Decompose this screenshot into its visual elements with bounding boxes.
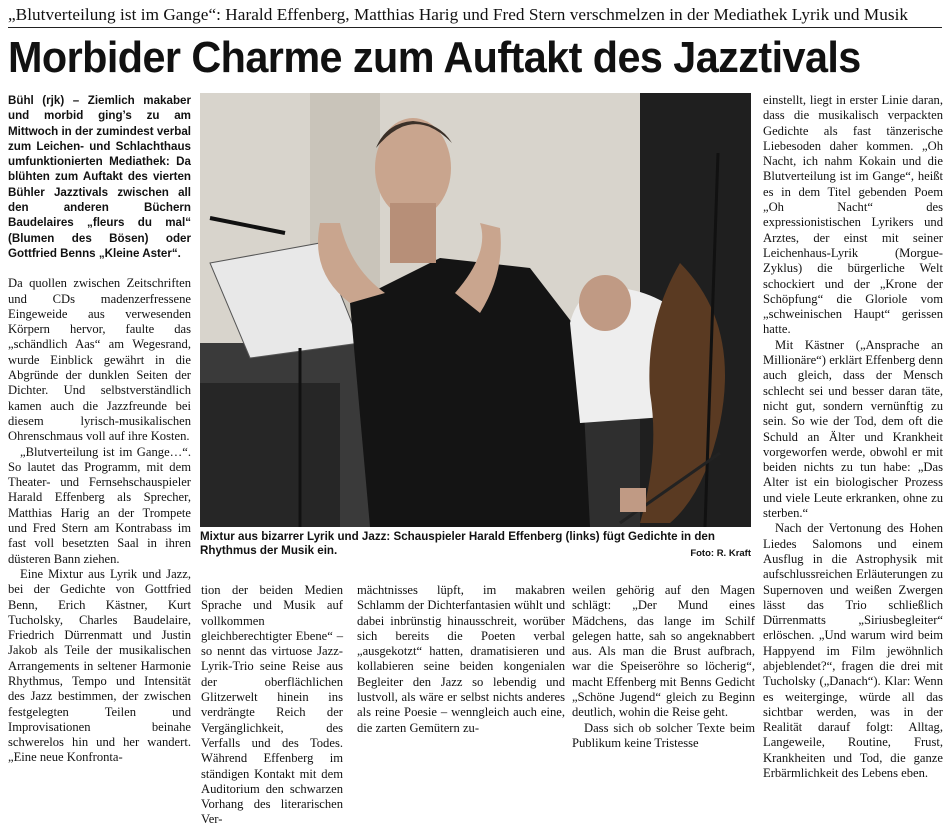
paragraph: mächtnisses lüpft, im makabren Schlamm der Dichterfantasien wühlt und dabei inbrünstig hinausschreit, worüber sich bereits die Poeten verbal „ausgekotzt“ hatten, dramatisieren und kollabieren seine beiden kongenialen Begleiter den Jazz so lebendig und lustvoll, als wäre er selbst nichts anderes als reine Poesie – wenngleich auch eine, die zarten Gemütern zu- xyxy=(357,583,565,735)
article-photo xyxy=(200,93,751,527)
column-3 xyxy=(357,583,565,736)
performance-photo-illustration xyxy=(200,93,751,527)
column-4 xyxy=(572,583,755,751)
column-5 xyxy=(763,93,943,781)
paragraph: Mit Kästner („Ansprache an Millionäre“) erklärt Effenberg denn auch gleich, dass der Mensch schlecht sei und besser daran täte, nicht gut, sondern vernünftig zu sein. So wie der Tod, dem oft die Schuld an Älter und Krankheit vorgeworfen werde, obwohl er mit beiden nichts zu tun habe: „Das Alter ist ein biologischer Prozess und viele Leute erkranken, ohne zu sterben.“ xyxy=(763,337,943,521)
article-lead: Bühl (rjk) – Ziemlich makaber und morbid ging’s zu am Mittwoch in der zumindest verbal zum Leichen- und Schlachthaus umfunktionierten Mediathek: Da blühten zum Auftakt des vierten Bühler Jazztivals zwischen all den anderen Büchern Baudelaires „fleurs du mal“ (Blumen des Bösen) oder Gottfried Benns „Kleine Aster“. xyxy=(8,94,191,260)
kicker-rule xyxy=(8,27,942,28)
column-2 xyxy=(201,583,343,828)
article-kicker: „Blutverteilung ist im Gange“: Harald Effenberg, Matthias Harig und Fred Stern verschmelzen in der Mediathek Lyrik und Musik xyxy=(8,5,909,24)
paragraph: Nach der Vertonung des Hohen Liedes Salomons und einem Ausflug in die Astrophysik mit aufschlussreichen Erläuterungen zu Supernoven und weißen Zwergen lässt das Trio schließlich Dürrenmatts „Siriusbegleiter“ erlöschen. „Und warum wird beim Happyend im Film jewöhnlich abjeblendet?“, fragen die drei mit Tucholsky („Danach“). Klar: Wenn es weiterginge, würde all das sichtbar werden, was in der Realität darauf folgt: Alltag, Langeweile, Routine, Frust, Krankheiten und Tod, die ganze Erbärmlichkeit des Lebens eben. xyxy=(763,521,943,781)
paragraph: Da quollen zwischen Zeitschriften und CDs madenzerfressene Eingeweide aus verwesenden Körpern hervor, faulte das „schändlich Aas“ am Wegesrand, wurde Einblick gewährt in die Abgründe der dunklen Seiten der Dichter. Und selbstverständlich kamen auch die Jazzfreunde bei diesem lyrisch-musikalischen Ohrenschmaus voll auf ihre Kosten. xyxy=(8,276,191,444)
article-headline: Morbider Charme zum Auftakt des Jazztivals xyxy=(8,33,861,82)
paragraph: tion der beiden Medien Sprache und Musik auf vollkommen gleichberechtigter Ebene“ – so nennt das virtuose Jazz-Lyrik-Trio seine Reise aus der oberflächlichen Glitzerwelt hinein ins verdrängte Reich der Vergänglichkeit, des Verfalls und des Todes. Während Effenberg im ständigen Kontakt mit dem Auditorium den schwarzen Vorhang des literarischen Ver- xyxy=(201,583,343,827)
column-1 xyxy=(8,93,191,766)
paragraph: weilen gehörig auf den Magen schlägt: „Der Mund eines Mädchens, das lange im Schilf gelegen hatte, sah so angeknabbert aus. Als man die Brust aufbrach, war die Speiseröhre so löcherig“, macht Effenberg mit Benns Gedicht „Schöne Jugend“ gleich zu Beginn deutlich, wohin die Reise geht. xyxy=(572,583,755,720)
paragraph: Eine Mixtur aus Lyrik und Jazz, bei der Gedichte von Gottfried Benn, Erich Kästner, Kurt Tucholsky, Charles Baudelaire, Friedrich Dürrenmatt und Justin Jakob als Teile der musikalischen Arrangements in seltener Harmonie Rhythmus, Tempo und Intensität des Jazz bestimmen, der zwischen festgelegten Teilen und Improvisationen beinahe schwerelos hin und her wandert. „Eine neue Konfronta- xyxy=(8,566,191,765)
paragraph: Dass sich ob solcher Texte beim Publikum keine Tristesse xyxy=(572,720,755,750)
paragraph: „Blutverteilung ist im Gange…“. So lautet das Programm, mit dem Theater- und Fernsehschauspieler Harald Effenberg als Sprecher, Matthias Harig an der Trompete und Fred Stern am Kontrabass im fast voll besetzten Saal in ihren düsteren Bann ziehen. xyxy=(8,444,191,566)
photo-caption: Mixtur aus bizarrer Lyrik und Jazz: Schauspieler Harald Effenberg (links) fügt Gedichte in den Rhythmus der Musik ein. xyxy=(200,530,715,557)
photo-credit: Foto: R. Kraft xyxy=(690,548,751,559)
paragraph: einstellt, liegt in erster Linie daran, dass die musikalisch verpackten Gedichte als fast tänzerische Liebesoden daher kommen. „Oh Nacht, ich nahm Kokain und die Blutverteilung ist im Gange“, heißt es in dem Titel gebenden Poem „Oh Nacht“ des expressionistischen Lyrikers und Arztes, der einst mit seiner Leichenhaus-Lyrik (Morgue-Zyklus) die bürgerliche Welt schockiert und der „Krone der Schöpfung“ die Gloriole vom „schweinischen Haupt“ gerissen hatte. xyxy=(763,93,943,337)
